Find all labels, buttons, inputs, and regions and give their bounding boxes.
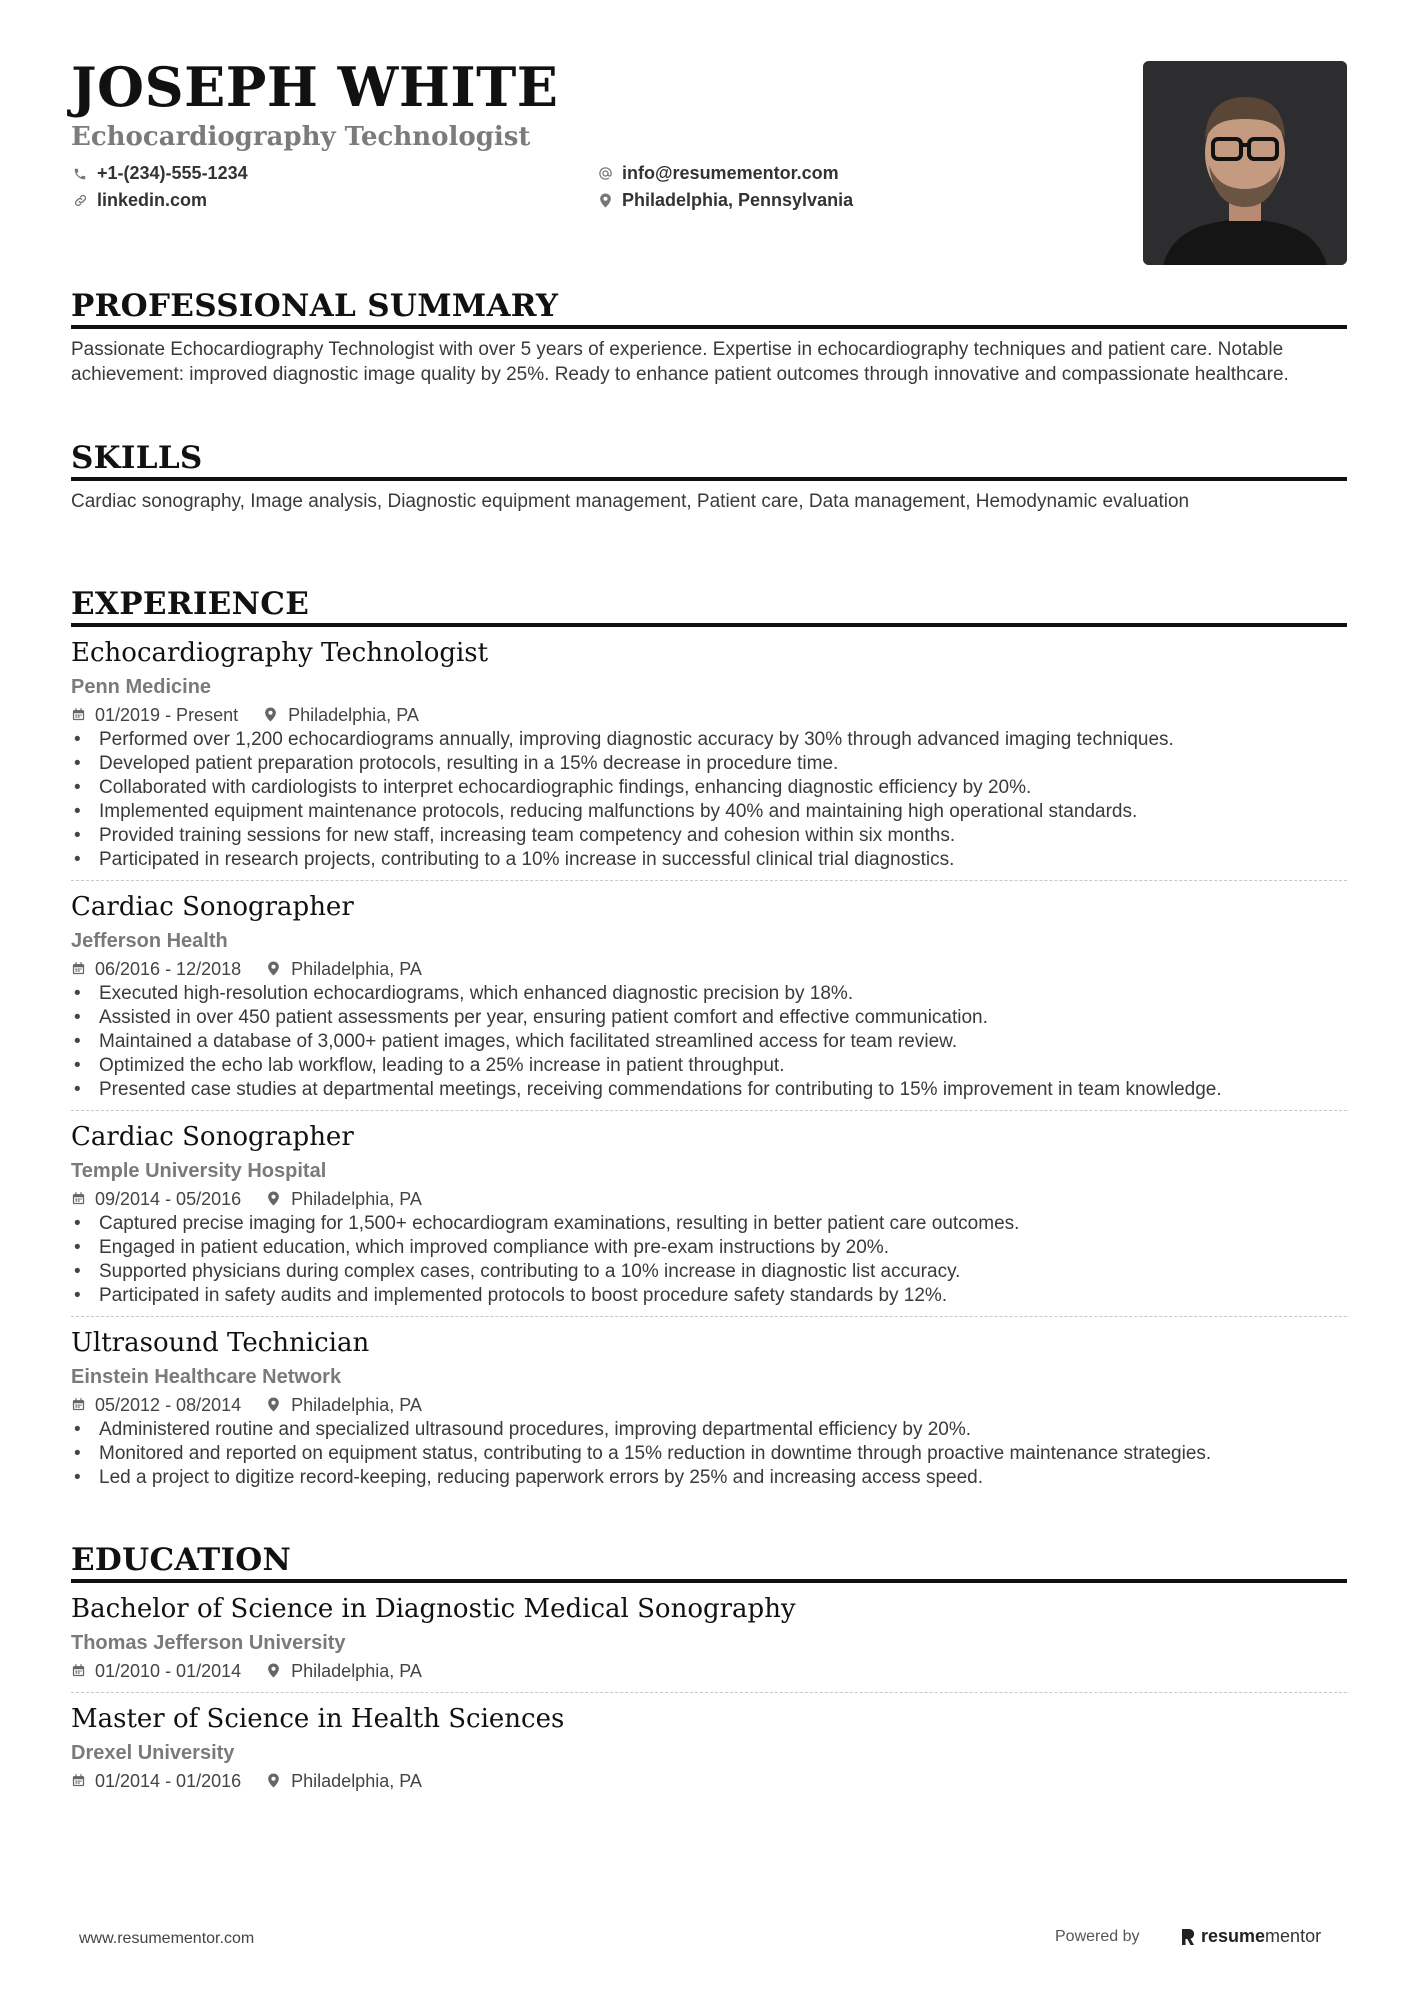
job-role: Cardiac Sonographer (71, 1122, 354, 1152)
linkedin-row (71, 187, 248, 214)
degree-title: Bachelor of Science in Diagnostic Medical Sonography (71, 1594, 796, 1624)
job-bullets (71, 1212, 1347, 1308)
job-dates: 09/2014 - 05/2016 (95, 1188, 242, 1209)
education-entry (71, 1583, 1347, 1693)
calendar-icon (71, 1663, 87, 1679)
education-meta (71, 1658, 1347, 1684)
experience-section (71, 586, 1347, 1498)
job-location: Philadelphia, PA (291, 958, 422, 979)
linkedin-link[interactable]: linkedin.com (97, 190, 208, 210)
skills-section (71, 440, 1347, 514)
education-location: Philadelphia, PA (291, 1770, 422, 1791)
calendar-icon (71, 707, 87, 723)
experience-entry (71, 1317, 1347, 1498)
map-pin-icon (267, 1191, 283, 1207)
job-meta (71, 1392, 1347, 1418)
map-pin-icon (267, 1663, 283, 1679)
resume-header (71, 0, 1347, 290)
education-heading: EDUCATION (71, 1545, 1347, 1583)
email-link[interactable]: info@resumementor.com (622, 163, 839, 183)
phone-icon (71, 165, 89, 183)
job-bullet: • Led a project to digitize record-keeping, reducing paperwork errors by 25% and increasing access speed. (71, 1466, 1347, 1490)
experience-entry (71, 627, 1347, 881)
location-text: Philadelphia, Pennsylvania (622, 190, 854, 210)
skills-heading: SKILLS (71, 443, 1347, 481)
job-bullet: • Developed patient preparation protocols, resulting in a 15% decrease in procedure time. (71, 752, 1347, 776)
contact-right (596, 160, 853, 214)
map-pin-icon (264, 707, 280, 723)
at-icon (596, 165, 614, 183)
education-dates: 01/2014 - 01/2016 (95, 1770, 242, 1791)
skills-text: Cardiac sonography, Image analysis, Diagnostic equipment management, Patient care, Data management, Hemodynamic evaluation (71, 491, 1190, 512)
experience-entry (71, 1111, 1347, 1317)
experience-heading: EXPERIENCE (71, 589, 1347, 627)
job-bullet: • Participated in safety audits and implemented protocols to boost procedure safety standards by 12%. (71, 1284, 1347, 1308)
job-location: Philadelphia, PA (288, 704, 419, 725)
education-meta (71, 1768, 1347, 1794)
job-dates: 06/2016 - 12/2018 (95, 958, 242, 979)
job-dates: 05/2012 - 08/2014 (95, 1394, 242, 1415)
job-bullet: • Provided training sessions for new staff, increasing team competency and cohesion within six months. (71, 824, 1347, 848)
job-role: Ultrasound Technician (71, 1328, 370, 1358)
summary-section (71, 288, 1347, 387)
education-location: Philadelphia, PA (291, 1660, 422, 1681)
link-icon (71, 192, 89, 210)
map-pin-icon (267, 961, 283, 977)
job-role: Echocardiography Technologist (71, 638, 489, 668)
calendar-icon (71, 1397, 87, 1413)
job-role: Cardiac Sonographer (71, 892, 354, 922)
job-bullet: • Supported physicians during complex cases, contributing to a 10% increase in diagnostic list accuracy. (71, 1260, 1347, 1284)
brand-mark-icon (1181, 1928, 1195, 1946)
powered-by-label: Powered by (1055, 1928, 1140, 1945)
job-bullets (71, 728, 1347, 872)
education-entry (71, 1693, 1347, 1802)
job-bullet: • Captured precise imaging for 1,500+ echocardiogram examinations, resulting in better patient care outcomes. (71, 1212, 1347, 1236)
map-pin-icon (267, 1773, 283, 1789)
job-bullet: • Implemented equipment maintenance protocols, reducing malfunctions by 40% and maintaining high operational standards. (71, 800, 1347, 824)
job-bullet: • Presented case studies at departmental meetings, receiving commendations for contributing to 15% improvement in team knowledge. (71, 1078, 1347, 1102)
job-bullet: • Performed over 1,200 echocardiograms annually, improving diagnostic accuracy by 30% through advanced imaging techniques. (71, 728, 1347, 752)
job-company: Jefferson Health (71, 930, 228, 952)
location-row (596, 187, 853, 214)
education-section (71, 1542, 1347, 1802)
job-bullet: • Engaged in patient education, which improved compliance with pre-exam instructions by 20%. (71, 1236, 1347, 1260)
job-bullet: • Optimized the echo lab workflow, leading to a 25% increase in patient throughput. (71, 1054, 1347, 1078)
experience-entry (71, 881, 1347, 1111)
job-bullet: • Executed high-resolution echocardiograms, which enhanced diagnostic precision by 18%. (71, 982, 1347, 1006)
brand-logo[interactable] (1181, 1926, 1321, 1947)
job-bullet: • Administered routine and specialized ultrasound procedures, improving departmental efficiency by 20%. (71, 1418, 1347, 1442)
job-bullet: • Monitored and reported on equipment status, contributing to a 15% reduction in downtime through proactive maintenance strategies. (71, 1442, 1347, 1466)
job-company: Penn Medicine (71, 676, 212, 698)
job-bullet: • Maintained a database of 3,000+ patient images, which facilitated streamlined access for team review. (71, 1030, 1347, 1054)
contact-left (71, 160, 248, 214)
school-name: Drexel University (71, 1742, 235, 1764)
candidate-title: Echocardiography Technologist (71, 122, 531, 152)
summary-heading: PROFESSIONAL SUMMARY (71, 291, 1347, 329)
job-bullets (71, 982, 1347, 1102)
job-bullet: • Participated in research projects, contributing to a 10% increase in successful clinical trial diagnostics. (71, 848, 1347, 872)
job-bullets (71, 1418, 1347, 1490)
candidate-name: JOSEPH WHITE (71, 55, 559, 119)
resume-page (71, 0, 1347, 1791)
job-location: Philadelphia, PA (291, 1394, 422, 1415)
map-pin-icon (267, 1397, 283, 1413)
job-meta (71, 702, 1347, 728)
map-pin-icon (596, 192, 614, 210)
education-dates: 01/2010 - 01/2014 (95, 1660, 242, 1681)
job-meta (71, 1186, 1347, 1212)
calendar-icon (71, 1191, 87, 1207)
school-name: Thomas Jefferson University (71, 1632, 346, 1654)
job-dates: 01/2019 - Present (95, 704, 239, 725)
job-bullet: • Assisted in over 450 patient assessments per year, ensuring patient comfort and effective communication. (71, 1006, 1347, 1030)
email-row (596, 160, 853, 187)
brand-name-bold: resume (1201, 1926, 1266, 1946)
brand-name-light: mentor (1265, 1926, 1322, 1946)
profile-photo (1143, 61, 1347, 265)
phone-row (71, 160, 248, 187)
job-location: Philadelphia, PA (291, 1188, 422, 1209)
job-meta (71, 956, 1347, 982)
calendar-icon (71, 1773, 87, 1789)
job-company: Einstein Healthcare Network (71, 1366, 342, 1388)
summary-text: Passionate Echocardiography Technologist with over 5 years of experience. Expertise in echocardiography techniques and patient care. Notable achievement: improved diagnostic image quality by 25%. Ready to enhance patient outcomes through innovative and compassionate healthcare. (71, 339, 1289, 385)
degree-title: Master of Science in Health Sciences (71, 1704, 565, 1734)
phone-text[interactable]: +1-(234)-555-1234 (97, 163, 248, 183)
job-bullet: • Collaborated with cardiologists to interpret echocardiographic findings, enhancing diagnostic efficiency by 20%. (71, 776, 1347, 800)
footer-site-link[interactable]: www.resumementor.com (79, 1930, 255, 1947)
calendar-icon (71, 961, 87, 977)
job-company: Temple University Hospital (71, 1160, 327, 1182)
